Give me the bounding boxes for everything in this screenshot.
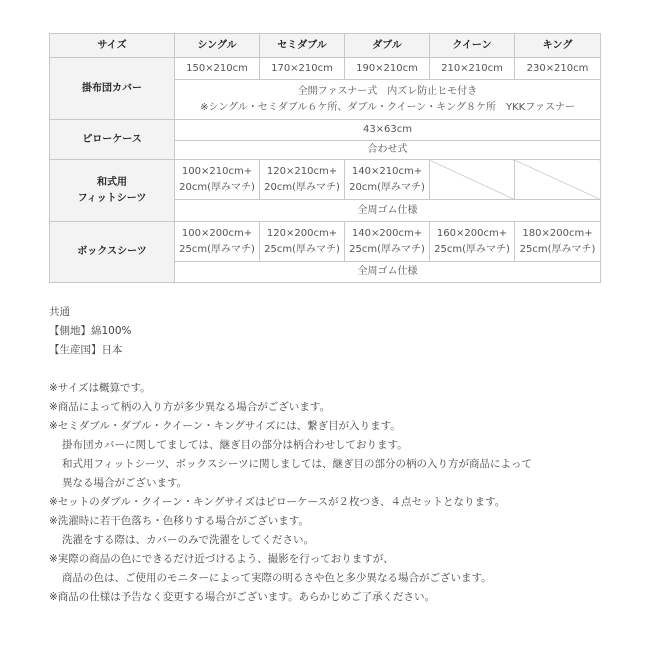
box-size-king-depth: 25cm(厚みマチ) (519, 243, 596, 255)
note-seams-sheets-cont: 異なる場合がございます。 (62, 477, 188, 489)
note-seams-comforter: 掛布団カバーに関してましては、継ぎ目の部分は柄合わせしております。 (62, 439, 408, 451)
header-queen: クイーン (430, 34, 515, 58)
comforter-size-double: 190×210cm (345, 58, 430, 80)
box-size-semi-double (260, 222, 345, 262)
box-size-semi-double-dim: 120×200cm+ (266, 228, 338, 239)
comforter-note-line1: 全開ファスナー式 内ズレ防止ヒモ付き (297, 86, 478, 97)
fitted-sheet-label-line1: 和式用 (97, 177, 127, 188)
fitted-size-semi-double-dim: 120×210cm+ (266, 166, 338, 177)
pillow-size: 43×63cm (175, 120, 601, 141)
comforter-size-queen: 210×210cm (430, 58, 515, 80)
header-semi-double: セミダブル (260, 34, 345, 58)
note-pattern-variation: ※商品によって柄の入り方が多少異なる場合がございます。 (49, 401, 330, 413)
note-set-contents: ※セットのダブル・クイーン・キングサイズはピローケースが２枚つき、４点セットとなります。 (49, 496, 506, 508)
box-size-king (515, 222, 601, 262)
note-size-approx: ※サイズは概算です。 (49, 382, 151, 394)
common-material: 【側地】綿100% (49, 325, 132, 337)
fitted-size-double-dim: 140×210cm+ (351, 166, 423, 177)
box-size-queen-depth: 25cm(厚みマチ) (434, 243, 510, 255)
fitted-note: 全周ゴム仕様 (175, 200, 601, 222)
box-sheet-label: ボックスシーツ (50, 222, 175, 283)
box-size-double-depth: 25cm(厚みマチ) (349, 243, 425, 255)
notes-spacer (49, 360, 619, 379)
note-color-bleed: ※洗濯時に若干色落ち・色移りする場合がございます。 (49, 515, 309, 527)
comforter-cover-label: 掛布団カバー (50, 58, 175, 120)
box-size-king-dim: 180×200cm+ (522, 228, 593, 239)
fitted-sheet-label-line2: フィットシーツ (77, 192, 147, 204)
header-row (50, 34, 601, 58)
note-wash-separately: 洗濯をする際は、カバーのみで洗濯をしてください。 (62, 534, 314, 546)
header-single: シングル (175, 34, 260, 58)
notes-section (49, 303, 619, 607)
common-title: 共通 (49, 306, 70, 318)
pillow-case-label: ピローケース (50, 120, 175, 160)
box-size-queen-dim: 160×200cm+ (436, 228, 508, 239)
box-size-queen (430, 222, 515, 262)
note-spec-change: ※商品の仕様は予告なく変更する場合がございます。あらかじめご了承ください。 (49, 591, 435, 603)
comforter-note-line2: ※シングル・セミダブル６ケ所、ダブル・クイーン・キング８ケ所 YKKファスナー (200, 101, 575, 113)
fitted-size-single (175, 160, 260, 200)
size-spec-table (49, 33, 601, 283)
common-origin: 【生産国】日本 (49, 344, 123, 356)
box-size-double (345, 222, 430, 262)
pillow-note: 合わせ式 (175, 141, 601, 160)
comforter-size-semi-double: 170×210cm (260, 58, 345, 80)
box-size-double-dim: 140×200cm+ (351, 228, 423, 239)
note-monitor-difference: 商品の色は、ご使用のモニターによって実際の明るさや色と多少異なる場合がございます。 (62, 572, 492, 584)
box-size-row (50, 222, 601, 262)
box-size-single (175, 222, 260, 262)
header-king: キング (515, 34, 601, 58)
box-size-single-dim: 100×200cm+ (181, 228, 253, 239)
fitted-size-double (345, 160, 430, 200)
fitted-size-king-na (515, 160, 601, 200)
comforter-size-king: 230×210cm (515, 58, 601, 80)
header-double: ダブル (345, 34, 430, 58)
header-size: サイズ (50, 34, 175, 58)
box-note: 全周ゴム仕様 (175, 262, 601, 283)
fitted-size-semi-double (260, 160, 345, 200)
pillow-size-row (50, 120, 601, 141)
note-color-accuracy: ※実際の商品の色にできるだけ近づけるよう、撮影を行っておりますが、 (49, 553, 394, 565)
note-seams: ※セミダブル・ダブル・クイーン・キングサイズには、繋ぎ目が入ります。 (49, 420, 401, 432)
fitted-size-row (50, 160, 601, 200)
fitted-sheet-label (50, 160, 175, 222)
comforter-note (175, 80, 601, 120)
comforter-size-row (50, 58, 601, 80)
box-size-semi-double-depth: 25cm(厚みマチ) (264, 243, 340, 255)
fitted-size-single-depth: 20cm(厚みマチ) (179, 181, 255, 193)
comforter-size-single: 150×210cm (175, 58, 260, 80)
fitted-size-double-depth: 20cm(厚みマチ) (349, 181, 425, 193)
fitted-size-queen-na (430, 160, 515, 200)
box-size-single-depth: 25cm(厚みマチ) (179, 243, 255, 255)
fitted-size-semi-double-depth: 20cm(厚みマチ) (264, 181, 340, 193)
fitted-size-single-dim: 100×210cm+ (181, 166, 253, 177)
note-seams-sheets: 和式用フィットシーツ、ボックスシーツに関しましては、継ぎ目の部分の柄の入り方が商品によって (62, 458, 532, 470)
